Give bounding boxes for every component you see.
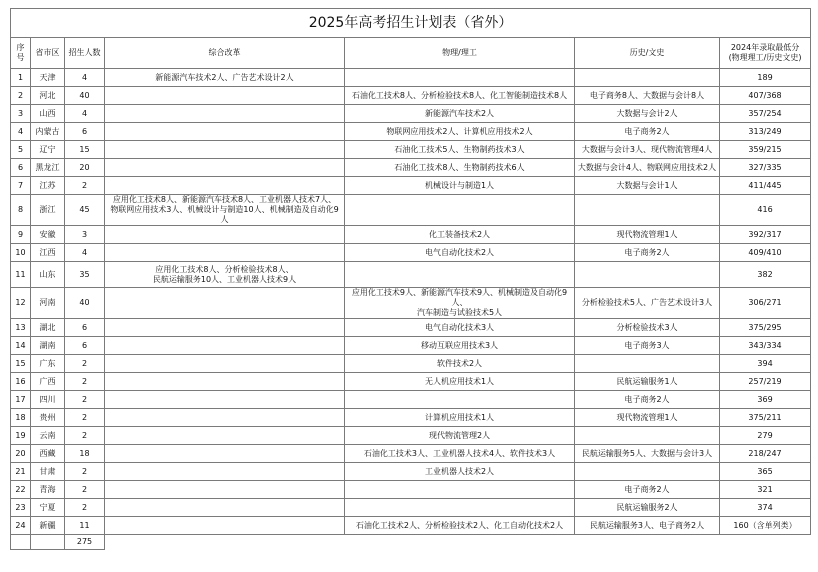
- cell-count: 2: [65, 409, 105, 427]
- cell-count: 6: [65, 319, 105, 337]
- cell-physics: [345, 481, 575, 499]
- cell-min-score: 343/334: [720, 337, 811, 355]
- cell-physics: [345, 177, 575, 195]
- cell-comprehensive: [105, 319, 345, 337]
- cell-history-line: 大数据与会计3人、现代物流管理4人: [581, 144, 713, 154]
- table-row: [11, 499, 811, 517]
- cell-physics-line: 石油化工技术2人、分析检验技术2人、化工自动化技术2人: [355, 520, 564, 530]
- table-row: [11, 319, 811, 337]
- table-row: [11, 244, 811, 262]
- cell-physics: [345, 355, 575, 373]
- cell-history-line: 电子商务2人: [624, 126, 670, 136]
- cell-comprehensive-line: 新能源汽车技术2人、广告艺术设计2人: [155, 72, 294, 82]
- table-row: [11, 226, 811, 244]
- cell-history: [575, 141, 720, 159]
- cell-seq: 20: [11, 445, 31, 463]
- cell-count: 11: [65, 517, 105, 535]
- table-row: [11, 517, 811, 535]
- cell-province: 湖南: [31, 337, 65, 355]
- cell-physics: [345, 123, 575, 141]
- table-row: [11, 445, 811, 463]
- cell-province: 四川: [31, 391, 65, 409]
- cell-history-line: 电子商务3人: [624, 340, 670, 350]
- cell-history: [575, 87, 720, 105]
- cell-history-line: 大数据与会计4人、物联网应用技术2人: [577, 162, 717, 172]
- cell-seq: 6: [11, 159, 31, 177]
- table-row: [11, 337, 811, 355]
- cell-comprehensive: [105, 409, 345, 427]
- table-row: [11, 409, 811, 427]
- cell-count: 2: [65, 177, 105, 195]
- cell-history-line: 大数据与会计1人: [616, 180, 678, 190]
- cell-physics-line: 石油化工技术8人、分析检验技术8人、化工智能制造技术8人: [351, 90, 568, 100]
- cell-province: 黑龙江: [31, 159, 65, 177]
- cell-physics: [345, 499, 575, 517]
- header-history: 历史/文史: [575, 38, 720, 69]
- cell-province: 湖北: [31, 319, 65, 337]
- cell-history: [575, 373, 720, 391]
- cell-comprehensive-line: 民航运输服务10人、工业机器人技术9人: [152, 274, 297, 284]
- cell-min-score: 313/249: [720, 123, 811, 141]
- cell-province: 青海: [31, 481, 65, 499]
- cell-history-line: 电子商务2人: [624, 484, 670, 494]
- cell-min-score: 407/368: [720, 87, 811, 105]
- cell-min-score: 392/317: [720, 226, 811, 244]
- cell-province: 江苏: [31, 177, 65, 195]
- cell-physics: [345, 319, 575, 337]
- cell-province: 西藏: [31, 445, 65, 463]
- cell-province: 安徽: [31, 226, 65, 244]
- cell-min-score: 375/295: [720, 319, 811, 337]
- cell-history: [575, 391, 720, 409]
- cell-count: 2: [65, 481, 105, 499]
- cell-physics-line: 现代物流管理2人: [428, 430, 491, 440]
- cell-seq: 22: [11, 481, 31, 499]
- cell-seq: 9: [11, 226, 31, 244]
- cell-min-score: 382: [720, 262, 811, 288]
- total-row: [11, 535, 811, 550]
- header-province: 省市区: [31, 38, 65, 69]
- table-row: [11, 427, 811, 445]
- header-comprehensive: 综合改革: [105, 38, 345, 69]
- total-empty: [31, 535, 65, 550]
- cell-history: [575, 517, 720, 535]
- cell-physics: [345, 373, 575, 391]
- cell-seq: 1: [11, 69, 31, 87]
- cell-history-line: 现代物流管理1人: [616, 229, 678, 239]
- cell-comprehensive: [105, 463, 345, 481]
- cell-province: 山西: [31, 105, 65, 123]
- cell-physics: [345, 141, 575, 159]
- cell-history-line: 民航运输服务3人、电子商务2人: [589, 520, 705, 530]
- cell-history: [575, 499, 720, 517]
- cell-seq: 19: [11, 427, 31, 445]
- cell-count: 45: [65, 195, 105, 226]
- cell-province: 浙江: [31, 195, 65, 226]
- cell-count: 2: [65, 499, 105, 517]
- cell-history: [575, 226, 720, 244]
- cell-history-line: 电子商务2人: [624, 247, 670, 257]
- cell-province: 河南: [31, 288, 65, 319]
- cell-min-score: 279: [720, 427, 811, 445]
- cell-physics: [345, 391, 575, 409]
- cell-count: 2: [65, 463, 105, 481]
- cell-count: 6: [65, 123, 105, 141]
- cell-province: 广东: [31, 355, 65, 373]
- table-row: [11, 195, 811, 226]
- cell-comprehensive: [105, 195, 345, 226]
- cell-province: 宁夏: [31, 499, 65, 517]
- cell-history: [575, 177, 720, 195]
- cell-physics-line: 新能源汽车技术2人: [424, 108, 495, 118]
- cell-province: 山东: [31, 262, 65, 288]
- cell-min-score: 411/445: [720, 177, 811, 195]
- cell-physics-line: 石油化工技术8人、生物制药技术6人: [394, 162, 525, 172]
- cell-physics-line: 移动互联应用技术3人: [420, 340, 499, 350]
- cell-province: 贵州: [31, 409, 65, 427]
- cell-count: 4: [65, 244, 105, 262]
- cell-history-line: 电子商务2人: [624, 394, 670, 404]
- table-row: [11, 87, 811, 105]
- cell-history: [575, 262, 720, 288]
- cell-seq: 24: [11, 517, 31, 535]
- cell-count: 35: [65, 262, 105, 288]
- cell-seq: 15: [11, 355, 31, 373]
- cell-seq: 10: [11, 244, 31, 262]
- table-row: [11, 141, 811, 159]
- cell-physics-line: 汽车制造与试验技术5人: [416, 308, 503, 317]
- cell-seq: 7: [11, 177, 31, 195]
- cell-count: 40: [65, 288, 105, 319]
- cell-province: 河北: [31, 87, 65, 105]
- cell-comprehensive: [105, 159, 345, 177]
- cell-physics-line: 应用化工技术9人、新能源汽车技术9人、机械制造及自动化9人、: [351, 288, 568, 307]
- cell-physics-line: 工业机器人技术2人: [424, 466, 495, 476]
- cell-comprehensive-line: 应用化工技术8人、分析检验技术8人、: [155, 264, 294, 274]
- cell-min-score: 257/219: [720, 373, 811, 391]
- cell-min-score: 394: [720, 355, 811, 373]
- table-row: [11, 262, 811, 288]
- cell-physics: [345, 288, 575, 319]
- table-title: 2025年高考招生计划表（省外）: [11, 9, 811, 38]
- cell-history: [575, 195, 720, 226]
- cell-seq: 2: [11, 87, 31, 105]
- cell-history-line: 电子商务8人、大数据与会计8人: [589, 90, 705, 100]
- cell-comprehensive: [105, 445, 345, 463]
- cell-min-score: 321: [720, 481, 811, 499]
- cell-physics-line: 机械设计与制造1人: [424, 180, 495, 190]
- cell-history: [575, 445, 720, 463]
- table-row: [11, 481, 811, 499]
- cell-history: [575, 463, 720, 481]
- cell-comprehensive: [105, 141, 345, 159]
- cell-history: [575, 409, 720, 427]
- cell-comprehensive-line: 应用化工技术8人、新能源汽车技术8人、工业机器人技术7人、: [112, 195, 337, 204]
- cell-physics: [345, 409, 575, 427]
- cell-physics: [345, 337, 575, 355]
- cell-seq: 11: [11, 262, 31, 288]
- cell-comprehensive: [105, 262, 345, 288]
- cell-comprehensive: [105, 517, 345, 535]
- cell-comprehensive: [105, 288, 345, 319]
- cell-history-line: 现代物流管理1人: [616, 412, 678, 422]
- cell-physics: [345, 244, 575, 262]
- cell-physics: [345, 445, 575, 463]
- cell-history: [575, 427, 720, 445]
- cell-physics-line: 电气自动化技术3人: [424, 322, 495, 332]
- cell-history-line: 民航运输服务2人: [616, 502, 678, 512]
- cell-province: 天津: [31, 69, 65, 87]
- cell-count: 2: [65, 355, 105, 373]
- cell-province: 广西: [31, 373, 65, 391]
- table-row: [11, 69, 811, 87]
- cell-province: 云南: [31, 427, 65, 445]
- table-row: [11, 288, 811, 319]
- cell-history: [575, 69, 720, 87]
- cell-comprehensive: [105, 244, 345, 262]
- header-seq: 序号: [11, 38, 31, 69]
- cell-province: 内蒙古: [31, 123, 65, 141]
- cell-physics-line: 电气自动化技术2人: [424, 247, 495, 257]
- table-row: [11, 391, 811, 409]
- cell-comprehensive: [105, 481, 345, 499]
- cell-province: 新疆: [31, 517, 65, 535]
- cell-seq: 8: [11, 195, 31, 226]
- cell-comprehensive: [105, 373, 345, 391]
- table-row: [11, 105, 811, 123]
- cell-count: 4: [65, 69, 105, 87]
- table-row: [11, 355, 811, 373]
- header-row: [11, 38, 811, 69]
- cell-physics: [345, 427, 575, 445]
- table-row: [11, 373, 811, 391]
- cell-history: [575, 355, 720, 373]
- cell-physics-line: 化工装备技术2人: [428, 229, 491, 239]
- cell-comprehensive: [105, 87, 345, 105]
- cell-physics: [345, 262, 575, 288]
- cell-min-score: 375/211: [720, 409, 811, 427]
- cell-physics: [345, 226, 575, 244]
- cell-comprehensive: [105, 105, 345, 123]
- cell-history: [575, 319, 720, 337]
- cell-physics-line: 无人机应用技术1人: [424, 376, 495, 386]
- cell-seq: 14: [11, 337, 31, 355]
- cell-count: 40: [65, 87, 105, 105]
- cell-physics: [345, 463, 575, 481]
- total-empty: [11, 535, 31, 550]
- table-row: [11, 159, 811, 177]
- cell-seq: 5: [11, 141, 31, 159]
- cell-min-score: 416: [720, 195, 811, 226]
- admission-plan-table: [10, 8, 811, 550]
- cell-province: 江西: [31, 244, 65, 262]
- header-count: 招生人数: [65, 38, 105, 69]
- cell-count: 2: [65, 391, 105, 409]
- cell-comprehensive: [105, 355, 345, 373]
- cell-min-score: 365: [720, 463, 811, 481]
- cell-min-score: 369: [720, 391, 811, 409]
- cell-min-score: 409/410: [720, 244, 811, 262]
- table-row: [11, 177, 811, 195]
- cell-seq: 3: [11, 105, 31, 123]
- cell-province: 甘肃: [31, 463, 65, 481]
- cell-history: [575, 481, 720, 499]
- cell-comprehensive: [105, 177, 345, 195]
- cell-count: 6: [65, 337, 105, 355]
- header-physics: 物理/理工: [345, 38, 575, 69]
- cell-history: [575, 337, 720, 355]
- header-score-line1: 2024年录取最低分: [730, 43, 800, 52]
- cell-physics: [345, 105, 575, 123]
- cell-min-score: 327/335: [720, 159, 811, 177]
- cell-count: 20: [65, 159, 105, 177]
- cell-history: [575, 244, 720, 262]
- cell-physics: [345, 517, 575, 535]
- cell-count: 4: [65, 105, 105, 123]
- table-row: [11, 463, 811, 481]
- cell-history: [575, 159, 720, 177]
- cell-physics-line: 物联网应用技术2人、计算机应用技术2人: [386, 126, 533, 136]
- cell-history-line: 民航运输服务5人、大数据与会计3人: [581, 448, 713, 458]
- cell-comprehensive-line: 物联网应用技术3人、机械设计与制造10人、机械制造及自动化9人: [110, 205, 339, 224]
- cell-count: 3: [65, 226, 105, 244]
- cell-comprehensive: [105, 123, 345, 141]
- cell-seq: 4: [11, 123, 31, 141]
- header-score-line2: (物理理工/历史文史): [728, 53, 802, 62]
- cell-physics: [345, 87, 575, 105]
- cell-comprehensive: [105, 226, 345, 244]
- cell-min-score: 160（含单列类）: [720, 517, 811, 535]
- cell-min-score: 306/271: [720, 288, 811, 319]
- cell-physics: [345, 69, 575, 87]
- table-row: [11, 123, 811, 141]
- cell-physics-line: 软件技术2人: [436, 358, 483, 368]
- cell-history-line: 大数据与会计2人: [616, 108, 678, 118]
- cell-comprehensive: [105, 499, 345, 517]
- cell-seq: 16: [11, 373, 31, 391]
- cell-history-line: 民航运输服务1人: [616, 376, 678, 386]
- cell-min-score: 357/254: [720, 105, 811, 123]
- cell-physics-line: 计算机应用技术1人: [424, 412, 495, 422]
- cell-seq: 12: [11, 288, 31, 319]
- cell-min-score: 218/247: [720, 445, 811, 463]
- cell-comprehensive: [105, 427, 345, 445]
- cell-history-line: 分析检验技术5人、广告艺术设计3人: [581, 298, 713, 307]
- header-min-score: [720, 38, 811, 69]
- cell-count: 18: [65, 445, 105, 463]
- cell-seq: 13: [11, 319, 31, 337]
- cell-min-score: 359/215: [720, 141, 811, 159]
- cell-comprehensive: [105, 337, 345, 355]
- cell-min-score: 189: [720, 69, 811, 87]
- cell-physics: [345, 195, 575, 226]
- cell-count: 2: [65, 373, 105, 391]
- cell-physics-line: 石油化工技术3人、工业机器人技术4人、软件技术3人: [363, 448, 556, 458]
- cell-min-score: 374: [720, 499, 811, 517]
- cell-seq: 18: [11, 409, 31, 427]
- cell-history-line: 分析检验技术3人: [616, 322, 678, 332]
- cell-count: 2: [65, 427, 105, 445]
- cell-seq: 17: [11, 391, 31, 409]
- cell-physics: [345, 159, 575, 177]
- cell-history: [575, 105, 720, 123]
- total-count: 275: [65, 535, 105, 550]
- cell-seq: 21: [11, 463, 31, 481]
- cell-comprehensive: [105, 69, 345, 87]
- cell-seq: 23: [11, 499, 31, 517]
- cell-physics-line: 石油化工技术5人、生物制药技术3人: [394, 144, 525, 154]
- cell-count: 15: [65, 141, 105, 159]
- cell-history: [575, 288, 720, 319]
- cell-history: [575, 123, 720, 141]
- cell-comprehensive: [105, 391, 345, 409]
- cell-province: 辽宁: [31, 141, 65, 159]
